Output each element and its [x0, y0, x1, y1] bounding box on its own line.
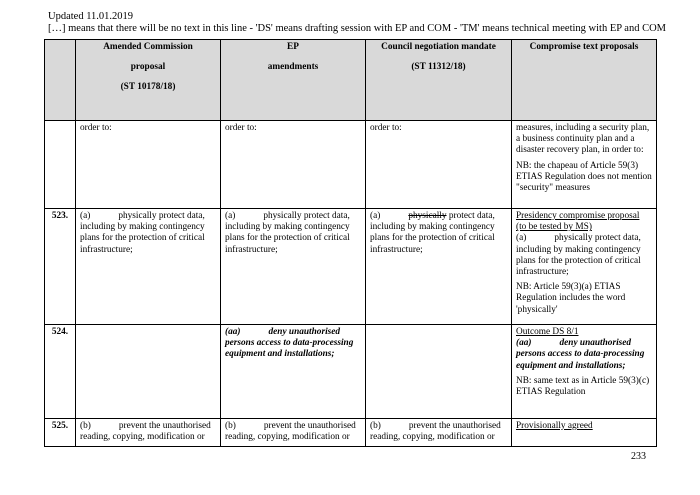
header-council: Council negotiation mandate (ST 11312/18) — [366, 40, 512, 121]
table-row-525 — [45, 419, 657, 447]
comparison-table — [44, 39, 657, 447]
compromise-cell: Presidency compromise proposal (to be tested by MS) (a) physically protect data, including by making contingency plans for the protection of critical infrastructure; NB: Article 59(3)(a) ETIAS Regulation includes the word 'physically' — [512, 209, 657, 325]
council-cell: (a) physically protect data, including by making contingency plans for the protection of critical infrastructure; — [366, 209, 512, 325]
ep-cell: (b) prevent the unauthorised reading, copying, modification or — [221, 419, 366, 447]
ep-cell: (a) physically protect data, including by making contingency plans for the protection of critical infrastructure; — [221, 209, 366, 325]
council-cell: order to: — [366, 121, 512, 209]
row-number: 523. — [45, 209, 76, 325]
compromise-status: Presidency compromise proposal (to be tested by MS) — [516, 211, 640, 233]
table-row-523 — [45, 209, 657, 325]
council-cell: (b) prevent the unauthorised reading, copying, modification or — [366, 419, 512, 447]
legend-note: […] means that there will be no text in this line - 'DS' means drafting session with EP and COM - 'TM' means technical meeting with EP and COM — [48, 23, 667, 34]
header-row — [45, 40, 657, 121]
compromise-status: Outcome DS 8/1 — [516, 327, 579, 337]
table-row-continued — [45, 121, 657, 209]
ep-cell: (aa) deny unauthorised persons access to data-processing equipment and installations; — [221, 325, 366, 419]
header-num-cell — [45, 40, 76, 121]
row-num-cell — [45, 121, 76, 209]
compromise-cell: Outcome DS 8/1 (aa) deny unauthorised persons access to data-processing equipment and installations; NB: same text as in Article 59(3)(c) ETIAS Regulation — [512, 325, 657, 419]
commission-cell: order to: — [76, 121, 221, 209]
header-ep: EP amendments — [221, 40, 366, 121]
compromise-status: Provisionally agreed — [516, 421, 593, 431]
compromise-cell — [512, 419, 657, 447]
deleted-text: physically — [408, 211, 447, 221]
council-cell — [366, 325, 512, 419]
header-commission: Amended Commission proposal (ST 10178/18) — [76, 40, 221, 121]
header-compromise: Compromise text proposals — [512, 40, 657, 121]
page-number: 233 — [631, 451, 646, 462]
row-number: 525. — [45, 419, 76, 447]
table-row-524 — [45, 325, 657, 419]
compromise-cell: measures, including a security plan, a business continuity plan and a disaster recovery plan, in order to: NB: the chapeau of Article 59(3) ETIAS Regulation does not mention "security" measures — [512, 121, 657, 209]
updated-date: Updated 11.01.2019 — [48, 11, 134, 22]
commission-cell — [76, 325, 221, 419]
commission-cell: (b) prevent the unauthorised reading, copying, modification or — [76, 419, 221, 447]
row-number: 524. — [45, 325, 76, 419]
ep-cell: order to: — [221, 121, 366, 209]
commission-cell: (a) physically protect data, including by making contingency plans for the protection of critical infrastructure; — [76, 209, 221, 325]
